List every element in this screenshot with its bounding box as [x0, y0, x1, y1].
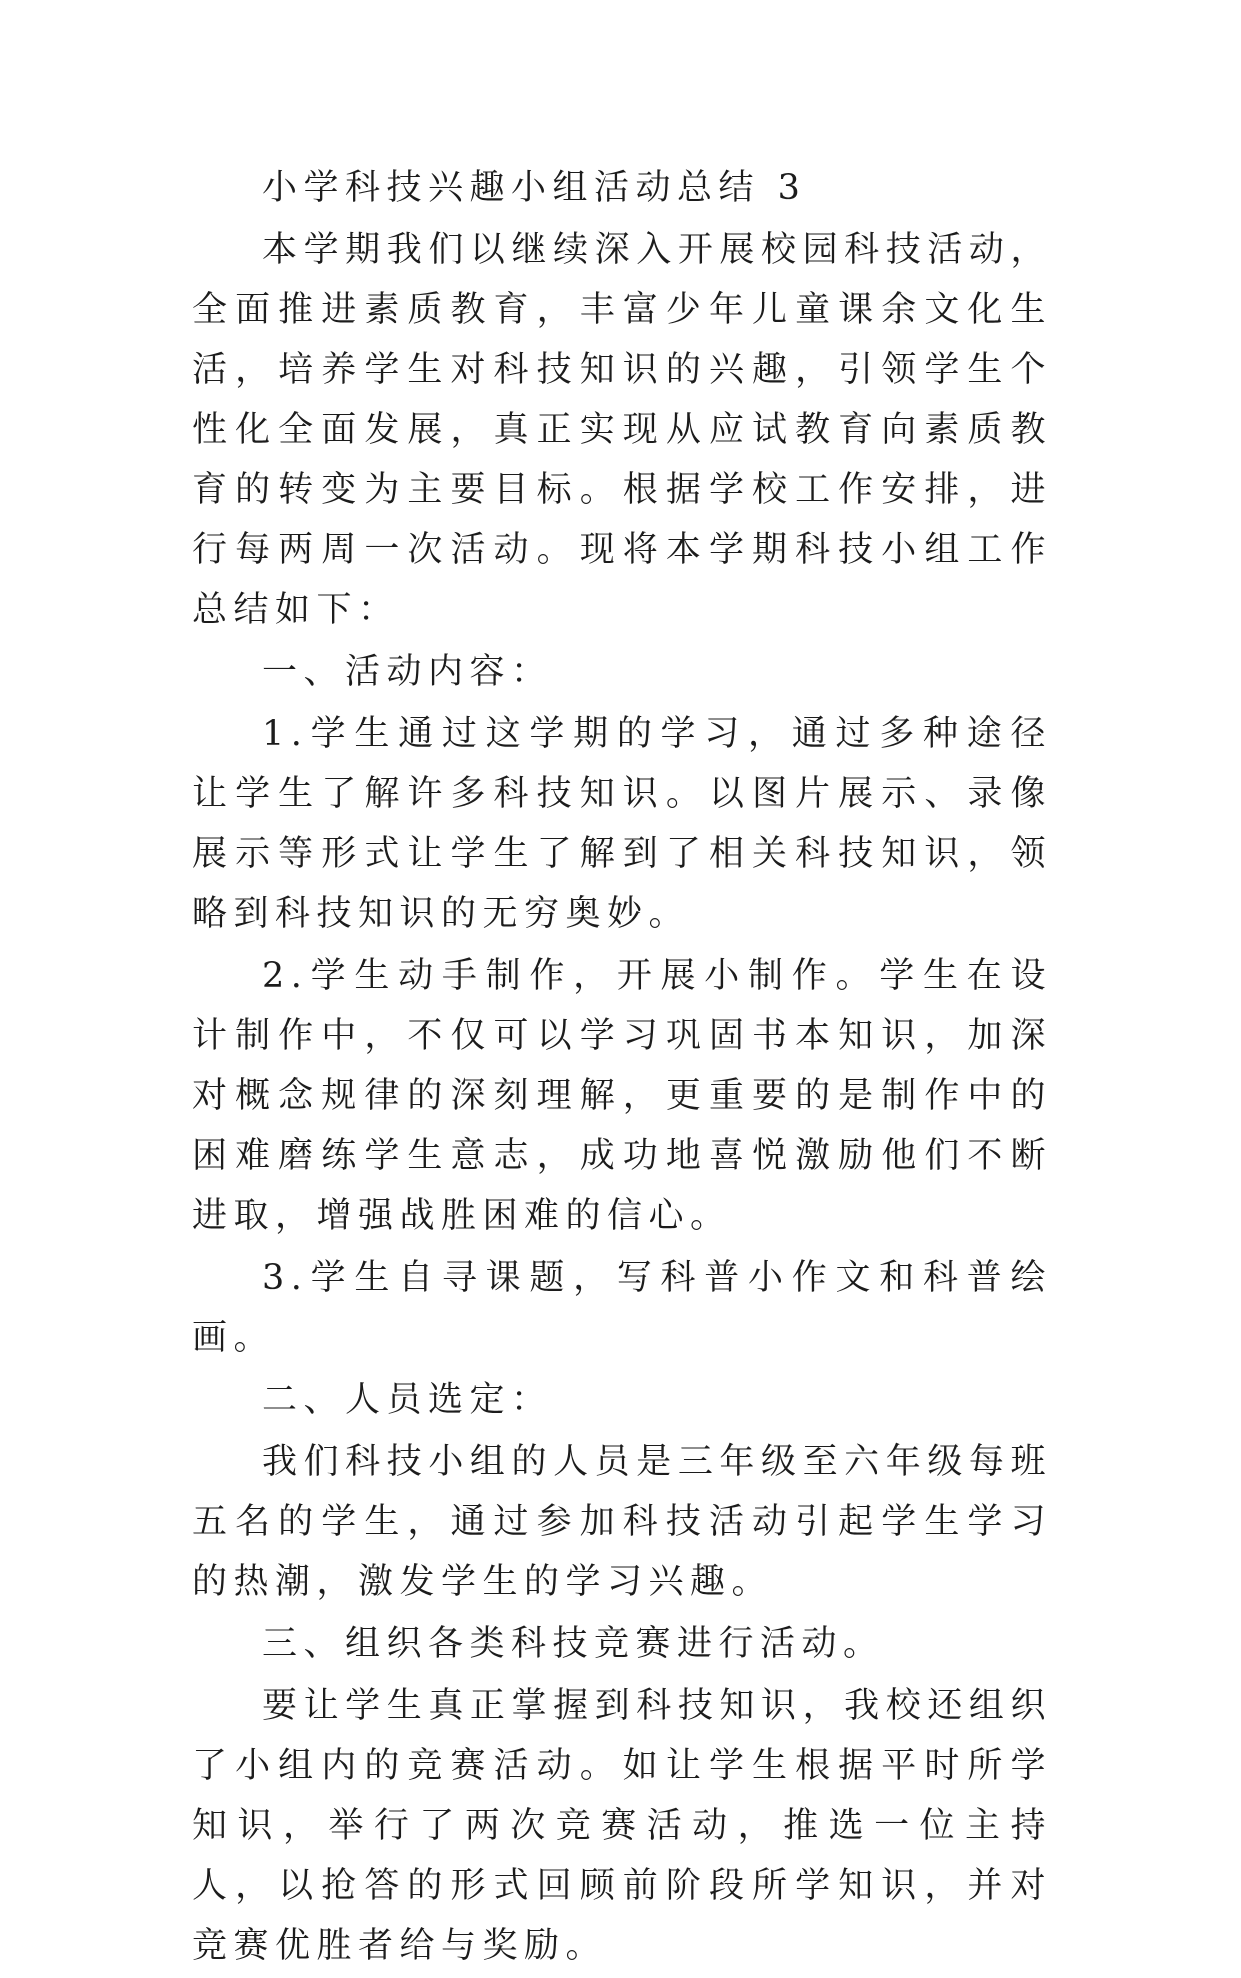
section-heading-activity-content: 一、活动内容： [262, 652, 553, 692]
paragraph-item-3: 3.学生自寻课题，写科普小作文和科普绘画。 [192, 1258, 1052, 1358]
paragraph-item-1: 1.学生通过这学期的学习，通过多种途径让学生了解许多科技知识。以图片展示、录像展示等形式让学生了解到了相关科技知识，领略到科技知识的无穷奥妙。 [192, 714, 1052, 934]
paragraph-item-2: 2.学生动手制作，开展小制作。学生在设计制作中，不仅可以学习巩固书本知识，加深对概念规律的深刻理解，更重要的是制作中的困难磨练学生意志，成功地喜悦激励他们不断进取，增强战胜困难的信心。 [192, 956, 1052, 1236]
paragraph-competitions: 要让学生真正掌握到科技知识，我校还组织了小组内的竞赛活动。如让学生根据平时所学知识，举行了两次竞赛活动，推选一位主持人，以抢答的形式回顾前阶段所学知识，并对竞赛优胜者给与奖励。 [192, 1686, 1052, 1966]
section-heading-personnel: 二、人员选定： [262, 1380, 553, 1420]
document-title: 小学科技兴趣小组活动总结 3 [262, 168, 807, 208]
paragraph-intro: 本学期我们以继续深入开展校园科技活动，全面推进素质教育，丰富少年儿童课余文化生活，培养学生对科技知识的兴趣，引领学生个性化全面发展，真正实现从应试教育向素质教育的转变为主要目标。根据学校工作安排，进行每两周一次活动。现将本学期科技小组工作总结如下： [192, 230, 1052, 630]
paragraph-personnel: 我们科技小组的人员是三年级至六年级每班五名的学生，通过参加科技活动引起学生学习的热潮，激发学生的学习兴趣。 [192, 1442, 1052, 1602]
section-heading-competitions: 三、组织各类科技竞赛进行活动。 [262, 1624, 885, 1664]
document-body [192, 158, 1052, 1978]
